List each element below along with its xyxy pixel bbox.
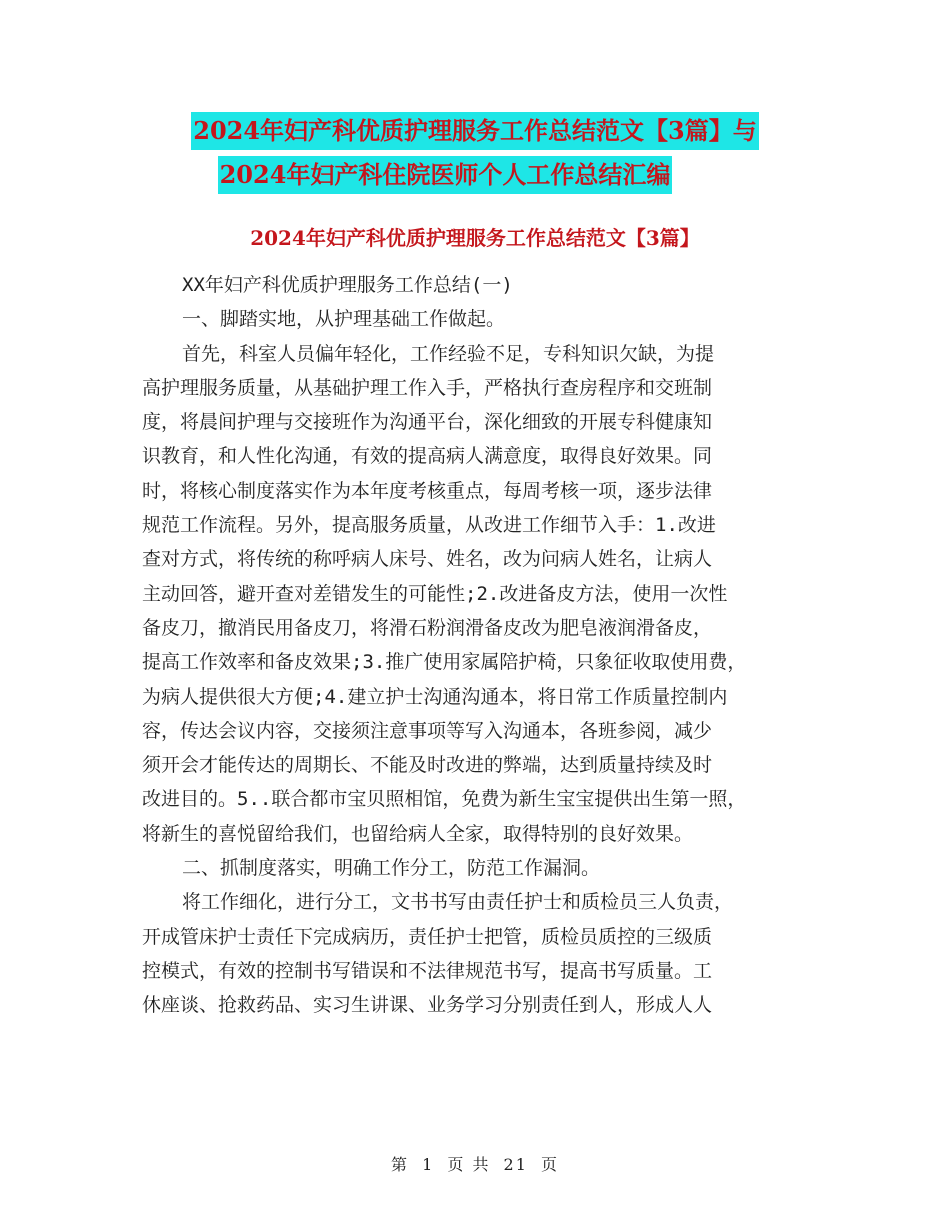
- body-line: 规范工作流程。另外，提高服务质量，从改进工作细节入手：1.改进: [142, 514, 716, 537]
- body-line: 将工作细化，进行分工，文书书写由责任护士和质检员三人负责，: [182, 891, 734, 914]
- body-line: 开成管床护士责任下完成病历，责任护士把管，质检员质控的三级质: [142, 925, 713, 948]
- body-line: 备皮刀，撤消民用备皮刀，将滑石粉润滑备皮改为肥皂液润滑备皮，: [142, 616, 713, 639]
- body-line: 一、脚踏实地，从护理基础工作做起。: [182, 308, 506, 331]
- body-line: 识教育，和人性化沟通，有效的提高病人满意度，取得良好效果。同: [142, 445, 713, 468]
- document-title: [0, 112, 950, 200]
- title-line-1: 2024年妇产科优质护理服务工作总结范文【3篇】与: [191, 112, 759, 150]
- body-line: 查对方式，将传统的称呼病人床号、姓名，改为问病人姓名，让病人: [142, 548, 713, 571]
- body-line: 二、抓制度落实，明确工作分工，防范工作漏洞。: [182, 857, 601, 880]
- section-heading: 2024年妇产科优质护理服务工作总结范文【3篇】: [250, 226, 700, 250]
- body-line: 度，将晨间护理与交接班作为沟通平台，深化细致的开展专科健康知: [142, 411, 713, 434]
- body-line: 为病人提供很大方便;4.建立护士沟通沟通本，将日常工作质量控制内: [142, 685, 728, 708]
- page-label-mid: 页 共: [447, 1155, 491, 1174]
- body-line: 主动回答，避开查对差错发生的可能性;2.改进备皮方法，使用一次性: [142, 582, 728, 605]
- body-line: 控模式，有效的控制书写错误和不法律规范书写，提高书写质量。工: [142, 959, 713, 982]
- body-line: 将新生的喜悦留给我们，也留给病人全家，取得特别的良好效果。: [142, 822, 694, 845]
- body-line: XX年妇产科优质护理服务工作总结(一): [182, 274, 513, 296]
- body-line: 首先，科室人员偏年轻化，工作经验不足，专科知识欠缺，为提: [182, 342, 715, 365]
- body-line: 休座谈、抢救药品、实习生讲课、业务学习分别责任到人，形成人人: [142, 994, 713, 1017]
- page-number: 1: [422, 1155, 435, 1174]
- body-line: 须开会才能传达的周期长、不能及时改进的弊端，达到质量持续及时: [142, 754, 713, 777]
- body-text: [142, 268, 812, 1023]
- page-total: 21: [503, 1155, 528, 1174]
- page-label-prefix: 第: [390, 1155, 409, 1174]
- body-line: 高护理服务质量，从基础护理工作入手，严格执行查房程序和交班制: [142, 376, 713, 399]
- title-line-2: 2024年妇产科住院医师个人工作总结汇编: [218, 156, 673, 194]
- page-footer: [0, 1152, 950, 1175]
- page-label-suffix: 页: [541, 1155, 560, 1174]
- body-line: 容，传达会议内容，交接须注意事项等写入沟通本，各班参阅，减少: [142, 719, 713, 742]
- body-line: 提高工作效率和备皮效果;3.推广使用家属陪护椅，只象征收取使用费，: [142, 651, 747, 674]
- body-line: 改进目的。5..联合都市宝贝照相馆，免费为新生宝宝提供出生第一照，: [142, 788, 747, 811]
- body-line: 时，将核心制度落实作为本年度考核重点，每周考核一项，逐步法律: [142, 479, 713, 502]
